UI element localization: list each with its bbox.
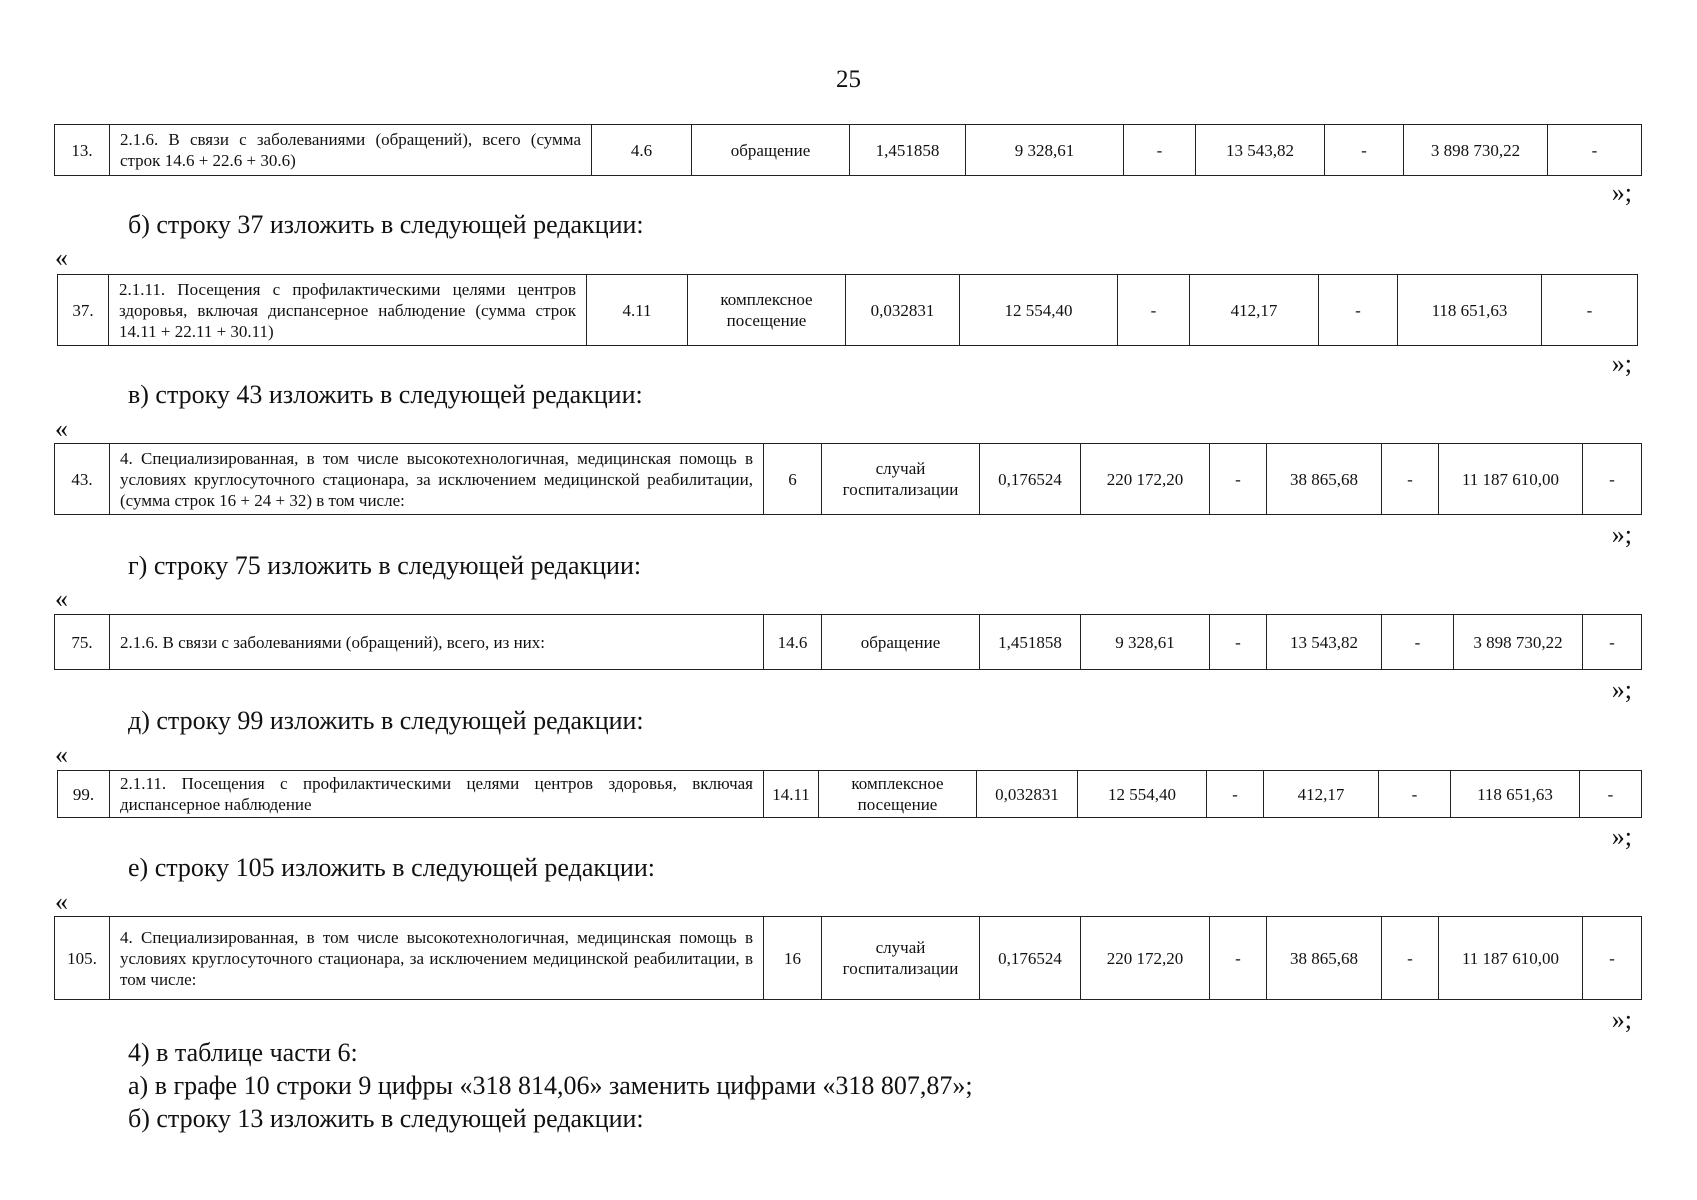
instruction-line: д) строку 99 изложить в следующей редакции: [128, 706, 644, 735]
cell-col6: 9 328,61 [1081, 615, 1210, 670]
cell-col8: 13 543,82 [1267, 615, 1382, 670]
instruction-line: г) строку 75 изложить в следующей редакции: [128, 551, 642, 580]
row-unit: комплексное посещение [688, 275, 846, 346]
table-row-37 [57, 274, 1638, 346]
cell-col11: - [1580, 771, 1642, 818]
opening-quote: « [55, 243, 68, 272]
row-description: 4. Специализированная, в том числе высокотехнологичная, медицинская помощь в условиях круглосуточного стационара, за исключением медицинской реабилитации, в том числе: [110, 917, 764, 1000]
opening-quote: « [55, 887, 68, 916]
cell-col11: - [1583, 917, 1642, 1000]
instruction-line: б) строку 37 изложить в следующей редакции: [128, 210, 644, 239]
cell-col10: 118 651,63 [1398, 275, 1542, 346]
cell-col10: 11 187 610,00 [1439, 917, 1583, 1000]
row-code: 4.11 [587, 275, 688, 346]
page-number: 25 [836, 66, 861, 93]
closing-quote: »; [1611, 349, 1632, 378]
row-code: 6 [764, 444, 822, 515]
opening-quote: « [55, 584, 68, 613]
row-code: 16 [764, 917, 822, 1000]
cell-col5: 1,451858 [980, 615, 1081, 670]
cell-col7: - [1118, 275, 1190, 346]
opening-quote: « [55, 740, 68, 769]
instruction-line: в) строку 43 изложить в следующей редакции: [128, 380, 643, 409]
cell-col7: - [1207, 771, 1264, 818]
row-number: 43. [55, 444, 110, 515]
row-unit: случай госпитализации [822, 917, 980, 1000]
cell-col7: - [1124, 125, 1196, 176]
closing-quote: »; [1611, 520, 1632, 549]
row-unit: комплексное посещение [819, 771, 977, 818]
cell-col9: - [1319, 275, 1398, 346]
cell-col6: 220 172,20 [1081, 917, 1210, 1000]
row-code: 14.11 [764, 771, 819, 818]
row-description: 2.1.6. В связи с заболеваниями (обращений), всего (сумма строк 14.6 + 22.6 + 30.6) [110, 125, 592, 176]
table-row-99 [57, 770, 1642, 818]
cell-col11: - [1583, 444, 1642, 515]
cell-col9: - [1325, 125, 1404, 176]
row-unit: обращение [692, 125, 850, 176]
cell-col8: 38 865,68 [1267, 917, 1382, 1000]
closing-quote: »; [1611, 675, 1632, 704]
cell-col7: - [1210, 917, 1267, 1000]
row-code: 14.6 [764, 615, 822, 670]
table-row-13 [54, 124, 1642, 176]
footer-line-1: 4) в таблице части 6: [128, 1038, 358, 1067]
cell-col6: 220 172,20 [1081, 444, 1210, 515]
cell-col7: - [1210, 444, 1267, 515]
row-unit: случай госпитализации [822, 444, 980, 515]
row-number: 75. [55, 615, 110, 670]
cell-col8: 38 865,68 [1267, 444, 1382, 515]
cell-col9: - [1382, 444, 1439, 515]
cell-col11: - [1542, 275, 1638, 346]
row-number: 13. [55, 125, 110, 176]
closing-quote: »; [1611, 1005, 1632, 1034]
opening-quote: « [55, 414, 68, 443]
table-row-105 [54, 916, 1642, 1000]
cell-col9: - [1382, 917, 1439, 1000]
cell-col8: 412,17 [1264, 771, 1379, 818]
cell-col5: 0,176524 [980, 917, 1081, 1000]
row-number: 99. [58, 771, 110, 818]
table-row-43 [54, 443, 1642, 515]
instruction-line: е) строку 105 изложить в следующей редакции: [128, 853, 655, 882]
cell-col6: 9 328,61 [966, 125, 1124, 176]
row-number: 105. [55, 917, 110, 1000]
row-description: 4. Специализированная, в том числе высокотехнологичная, медицинская помощь в условиях круглосуточного стационара, за исключением медицинской реабилитации, (сумма строк 16 + 24 + 32) в том числе: [110, 444, 764, 515]
closing-quote: »; [1611, 822, 1632, 851]
row-unit: обращение [822, 615, 980, 670]
cell-col11: - [1583, 615, 1642, 670]
cell-col10: 11 187 610,00 [1439, 444, 1583, 515]
cell-col8: 13 543,82 [1196, 125, 1325, 176]
cell-col5: 0,176524 [980, 444, 1081, 515]
row-number: 37. [58, 275, 109, 346]
row-description: 2.1.6. В связи с заболеваниями (обращений), всего, из них: [110, 615, 764, 670]
cell-col5: 0,032831 [846, 275, 960, 346]
cell-col9: - [1382, 615, 1454, 670]
footer-line-3: б) строку 13 изложить в следующей редакции: [128, 1104, 644, 1133]
cell-col10: 3 898 730,22 [1454, 615, 1583, 670]
row-description: 2.1.11. Посещения с профилактическими целями центров здоровья, включая диспансерное наблюдение (сумма строк 14.11 + 22.11 + 30.11) [109, 275, 587, 346]
cell-col7: - [1210, 615, 1267, 670]
row-description: 2.1.11. Посещения с профилактическими целями центров здоровья, включая диспансерное наблюдение [110, 771, 764, 818]
cell-col11: - [1548, 125, 1642, 176]
cell-col10: 3 898 730,22 [1404, 125, 1548, 176]
cell-col5: 0,032831 [977, 771, 1078, 818]
closing-quote: »; [1611, 178, 1632, 207]
table-row-75 [54, 614, 1642, 670]
row-code: 4.6 [592, 125, 692, 176]
cell-col6: 12 554,40 [1078, 771, 1207, 818]
cell-col8: 412,17 [1190, 275, 1319, 346]
footer-line-2: а) в графе 10 строки 9 цифры «318 814,06» заменить цифрами «318 807,87»; [128, 1071, 973, 1100]
cell-col5: 1,451858 [850, 125, 966, 176]
cell-col9: - [1379, 771, 1451, 818]
cell-col10: 118 651,63 [1451, 771, 1580, 818]
cell-col6: 12 554,40 [960, 275, 1118, 346]
